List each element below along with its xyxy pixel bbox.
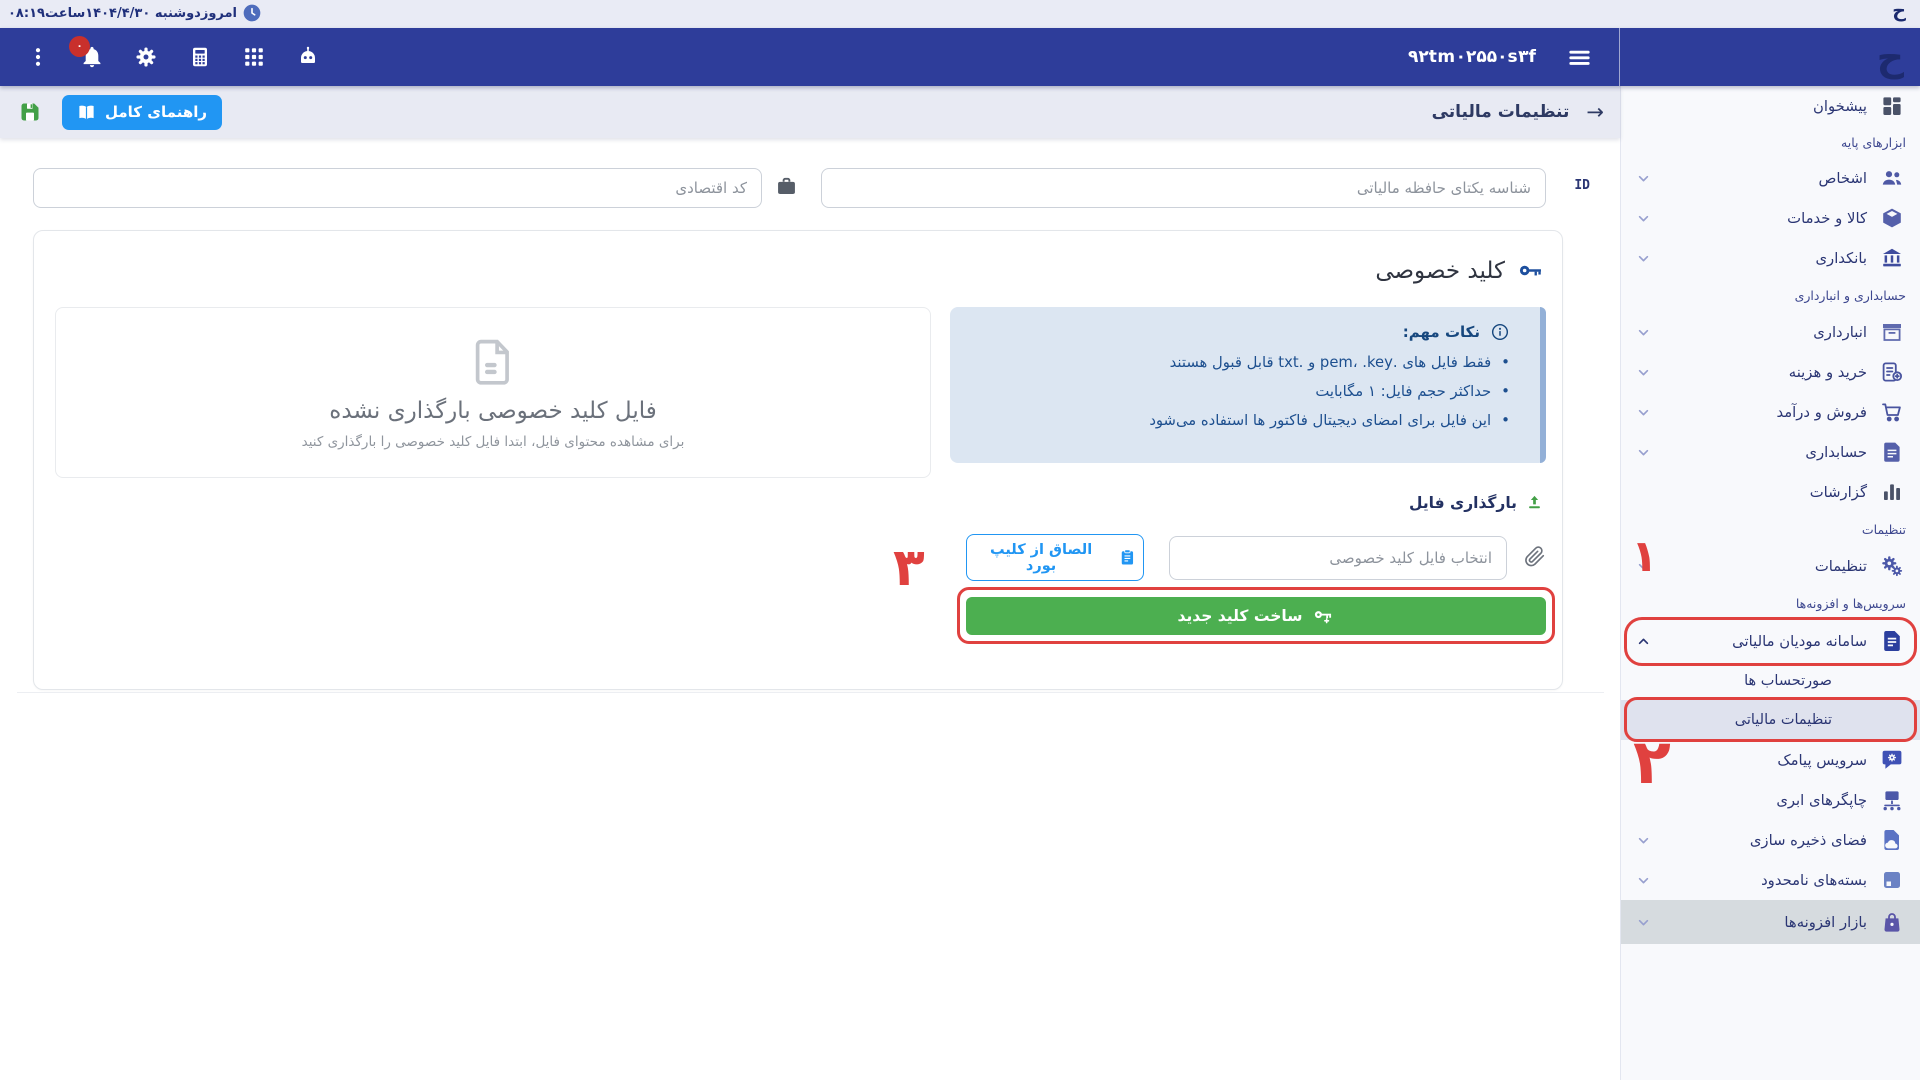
sidebar-item-label: سرویس پیامک: [1777, 751, 1867, 769]
calculator-icon[interactable]: [188, 45, 212, 69]
sidebar-item-label: انبارداری: [1813, 323, 1867, 341]
chevron-down-icon: [1635, 364, 1652, 381]
kebab-menu-icon[interactable]: [26, 45, 50, 69]
app-logo-small: ح: [1892, 0, 1906, 22]
paste-clipboard-label: الصاق از کلیپ بورد: [990, 541, 1093, 574]
banking-icon: [1880, 246, 1904, 270]
note-item: [970, 354, 1510, 371]
note-item: [970, 412, 1510, 429]
today-date: [8, 3, 262, 23]
top-strip: [0, 0, 1920, 28]
chevron-down-icon: [1635, 872, 1652, 889]
chevron-down-icon: [1635, 914, 1652, 931]
sidebar-section-label: تنظیمات: [1861, 521, 1906, 537]
sidebar-subitem-label: تنظیمات مالیاتی: [1734, 712, 1832, 728]
sidebar-item-goods-services[interactable]: [1621, 198, 1920, 238]
navbar-right-cluster: [1408, 28, 1593, 86]
private-key-card: [33, 230, 1563, 690]
key-file-input[interactable]: [1169, 536, 1507, 580]
sidebar-item-label: تنظیمات: [1814, 557, 1867, 575]
navbar-icon-cluster: [26, 28, 320, 86]
annotation-step-3: ۳: [893, 538, 925, 598]
addons-icon: [1880, 910, 1904, 934]
chevron-down-icon: [1635, 832, 1652, 849]
tax-system-icon: [1880, 629, 1904, 653]
sidebar-item-persons[interactable]: [1621, 158, 1920, 198]
empty-state-subtitle: برای مشاهده محتوای فایل، ابتدا فایل کلید خصوصی را بارگذاری کنید: [301, 433, 685, 450]
dashboard-icon: [1880, 94, 1904, 118]
sidebar-item-sales-income[interactable]: [1621, 392, 1920, 432]
sms-icon: [1880, 748, 1904, 772]
persons-icon: [1880, 166, 1904, 190]
hamburger-menu-icon[interactable]: [1566, 44, 1593, 71]
economic-code-input[interactable]: [33, 168, 762, 208]
annotation-step-2: ۲: [1633, 725, 1671, 798]
file-icon: [467, 336, 519, 388]
full-guide-label: راهنمای کامل: [105, 103, 207, 121]
generate-new-key-button[interactable]: [966, 597, 1546, 635]
sidebar-item-reports[interactable]: [1621, 472, 1920, 512]
chevron-down-icon: [1635, 250, 1652, 267]
reports-icon: [1880, 480, 1904, 504]
sidebar-item-label: بازار افزونه‌ها: [1784, 913, 1867, 931]
navbar-sidebar-zone: [1619, 28, 1920, 86]
tax-memory-id-input[interactable]: [821, 168, 1546, 208]
briefcase-icon: [775, 175, 798, 198]
sidebar-item-purchase-expense[interactable]: [1621, 352, 1920, 392]
sidebar-item-label: بانکداری: [1815, 249, 1867, 267]
notes-title: نکات مهم:: [1402, 323, 1480, 341]
workspace-id[interactable]: ۹۲tm۰۲۵۵۰s۳f: [1408, 47, 1537, 67]
navbar: [0, 28, 1920, 86]
save-icon[interactable]: [18, 100, 42, 124]
sidebar-item-label: کالا و خدمات: [1787, 209, 1867, 227]
sidebar-item-banking[interactable]: [1621, 238, 1920, 278]
important-notes-box: [950, 307, 1546, 463]
sidebar-item-addons-market[interactable]: [1621, 900, 1920, 944]
sidebar-item-label: پیشخوان: [1813, 97, 1867, 115]
header-title-group: [1432, 86, 1604, 138]
assistant-robot-icon[interactable]: [296, 45, 320, 69]
sidebar-item-label: حسابداری: [1805, 443, 1867, 461]
key-file-empty-state: [55, 307, 931, 478]
sidebar-item-label: چاپگرهای ابری: [1776, 791, 1867, 809]
notifications-bell-icon[interactable]: [76, 41, 104, 69]
chevron-down-icon: [1635, 444, 1652, 461]
sidebar-item-inventory[interactable]: [1621, 312, 1920, 352]
sidebar-section-label: ابزارهای پایه: [1841, 134, 1906, 150]
note-text: فقط فایل های .pem، .key و .txt قابل قبول هستند: [1169, 354, 1492, 371]
sidebar-item-accounting[interactable]: [1621, 432, 1920, 472]
sidebar-section-label: سرویس‌ها و افزونه‌ها: [1795, 595, 1906, 611]
full-guide-button[interactable]: [62, 95, 222, 130]
chevron-up-icon: [1635, 633, 1652, 650]
settings-icon: [1880, 554, 1904, 578]
purchase-icon: [1880, 360, 1904, 384]
bullet-dot: •: [1501, 382, 1510, 400]
notes-list: [970, 354, 1510, 429]
bullet-dot: •: [1501, 411, 1510, 429]
accounting-icon: [1880, 440, 1904, 464]
sidebar-item-settings[interactable]: [1621, 546, 1920, 586]
paperclip-icon: [1523, 545, 1546, 568]
sidebar-subitem-invoices[interactable]: [1621, 662, 1920, 700]
back-arrow-icon[interactable]: →: [1586, 100, 1604, 124]
sidebar-section-settings-section: [1621, 512, 1920, 546]
upload-file-text: بارگذاری فایل: [1409, 493, 1517, 512]
note-text: این فایل برای امضای دیجیتال فاکتور ها استفاده می‌شود: [1149, 412, 1492, 429]
notification-badge: ۰: [69, 36, 90, 57]
sidebar-item-label: اشخاص: [1818, 169, 1867, 187]
inventory-icon: [1880, 320, 1904, 344]
key-plus-icon: [1312, 605, 1334, 627]
upload-icon: [1525, 493, 1544, 512]
note-text: حداکثر حجم فایل: ۱ مگابایت: [1315, 383, 1492, 400]
chevron-down-icon: [1635, 404, 1652, 421]
packages-icon: [1880, 868, 1904, 892]
header-actions: [18, 86, 222, 138]
sidebar-item-label: سامانه مودیان مالیاتی: [1732, 632, 1867, 650]
notes-heading-row: [970, 322, 1510, 342]
sidebar-item-label: خرید و هزینه: [1788, 363, 1867, 381]
sidebar-item-storage-space[interactable]: [1621, 820, 1920, 860]
settings-gear-icon[interactable]: [134, 45, 158, 69]
paste-from-clipboard-button[interactable]: [966, 534, 1144, 581]
app-logo-large: ح: [1876, 35, 1904, 79]
chevron-down-icon: [1635, 324, 1652, 341]
sidebar-section-services-addons: [1621, 586, 1920, 620]
private-key-title: کلید خصوصی: [1375, 257, 1505, 284]
clock-icon: [242, 3, 262, 23]
cloud-printer-icon: [1880, 788, 1904, 812]
chevron-down-icon: [1635, 170, 1652, 187]
page-title: تنظیمات مالیاتی: [1431, 102, 1570, 122]
sidebar-item-label: فروش و درآمد: [1776, 403, 1867, 421]
main-content: [0, 138, 1620, 1080]
sidebar-list: [1621, 86, 1920, 944]
sidebar-item-label: فضای ذخیره سازی: [1749, 831, 1867, 849]
empty-state-title: فایل کلید خصوصی بارگذاری نشده: [329, 397, 657, 424]
sidebar-subitem-label: صورتحساب ها: [1744, 673, 1832, 689]
goods-icon: [1880, 206, 1904, 230]
annotation-step-1: ۱: [1631, 531, 1658, 582]
book-icon: [77, 103, 96, 122]
bullet-dot: •: [1501, 353, 1510, 371]
sidebar-section-accounting-inventory: [1621, 278, 1920, 312]
sidebar-item-unlimited-packages[interactable]: [1621, 860, 1920, 900]
sidebar-item-dashboard[interactable]: [1621, 86, 1920, 126]
sidebar: [1620, 86, 1920, 1080]
sidebar-item-label: گزارشات: [1809, 483, 1867, 501]
storage-icon: [1880, 828, 1904, 852]
sidebar-item-label: بسته‌های نامحدود: [1761, 871, 1867, 889]
sidebar-item-tax-moadian-system[interactable]: [1621, 620, 1920, 662]
info-icon: [1490, 322, 1510, 342]
chevron-down-icon: [1635, 210, 1652, 227]
section-divider: [17, 692, 1604, 693]
date-text: امروزدوشنبه ۱۴۰۴/۴/۳۰ساعت۰۸:۱۹: [8, 5, 238, 21]
sidebar-section-basic-tools: [1621, 126, 1920, 158]
apps-grid-icon[interactable]: [242, 45, 266, 69]
generate-key-label: ساخت کلید جدید: [1177, 607, 1303, 625]
sales-icon: [1880, 400, 1904, 424]
page-header: [0, 86, 1620, 138]
clipboard-icon: [1118, 548, 1137, 567]
note-item: [970, 383, 1510, 400]
upload-file-label: [1409, 493, 1544, 512]
sidebar-section-label: حسابداری و انبارداری: [1794, 287, 1906, 303]
private-key-title-row: [1375, 257, 1544, 284]
tax-memory-id-label: ID: [1574, 178, 1590, 193]
key-icon: [1517, 257, 1544, 284]
